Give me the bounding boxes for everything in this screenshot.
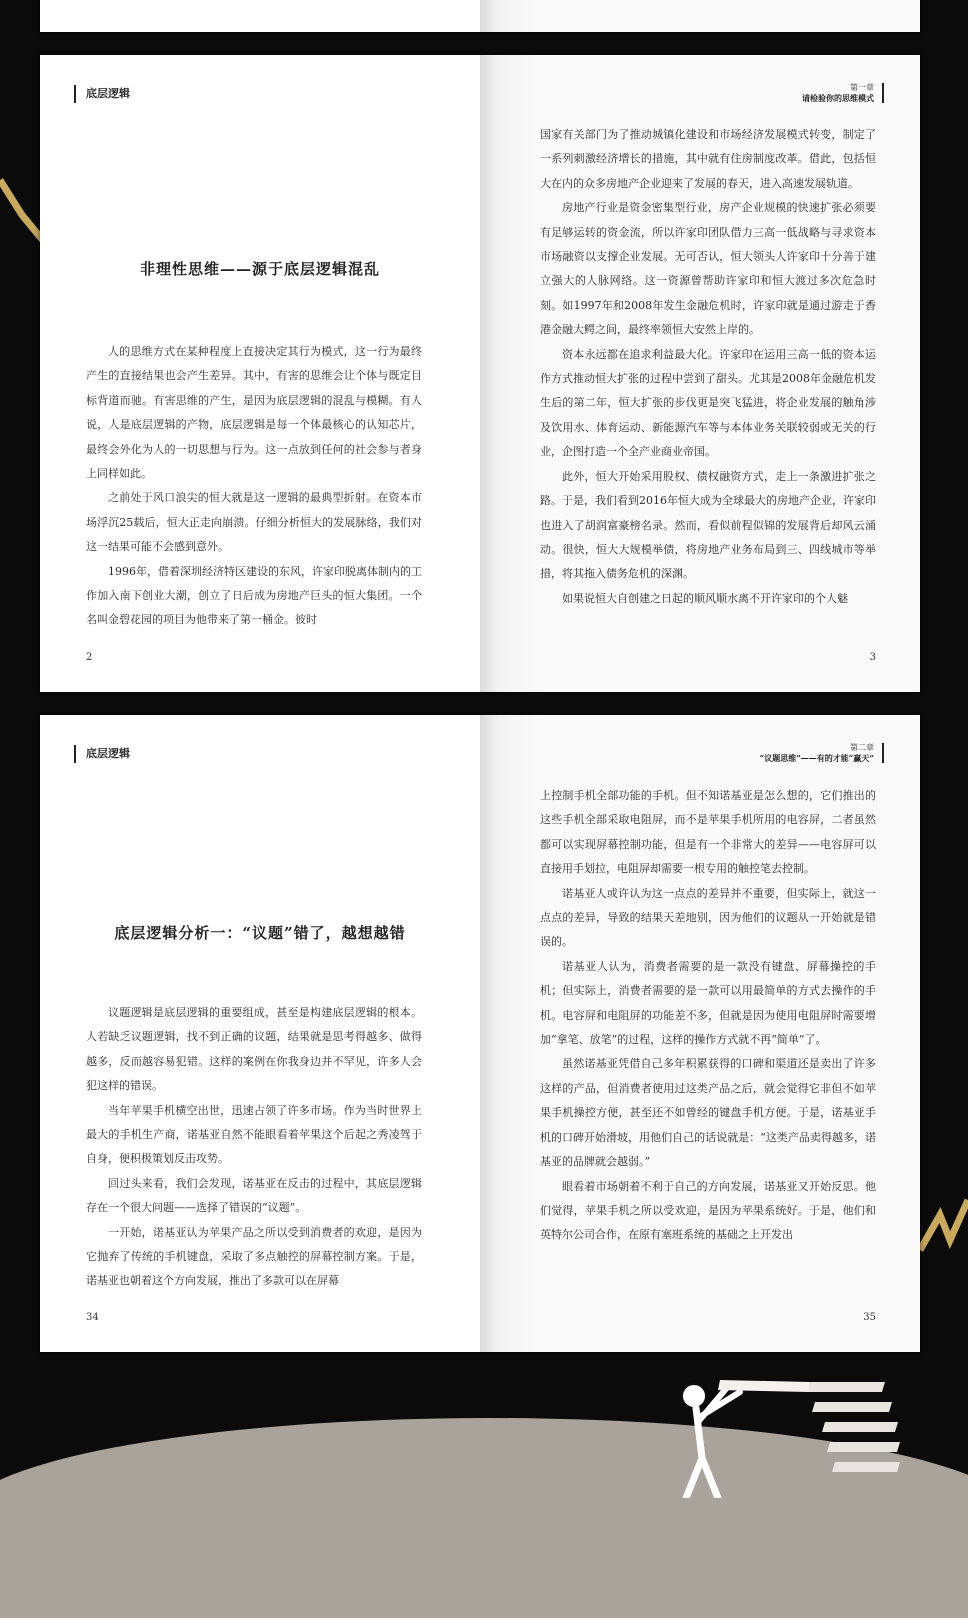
stick-figure-with-stairs-illustration [660,1362,900,1498]
chapter-label: 第二章 [850,743,874,752]
running-header [760,743,884,763]
page-number: 2 [86,652,93,663]
section-title: 非理性思维——源于底层逻辑混乱 [139,260,380,278]
section-label: 请检验你的思维模式 [802,93,874,103]
paragraph: 1996年，借着深圳经济特区建设的东风，许家印脱离体制内的工作加入南下创业大潮，创立了日后成为房地产巨头的恒大集团。一个名叫金碧花园的项目为他带来了第一桶金。彼时 [86,564,422,627]
running-title: 底层逻辑 [74,85,130,103]
page-35 [480,715,920,1352]
page-2 [40,55,480,692]
paragraph: 虽然诺基亚凭借自己多年积累获得的口碑和渠道还是卖出了许多这样的产品，但消费者使用过这类产品之后，就会觉得它非但不如苹果手机操控方便，甚至还不如曾经的键盘手机方便。于是，诺基亚手机的口碑开始滑坡，用他们自己的话说就是：“这类产品卖得越多，诺基亚的品牌就会越弱。” [540,1057,876,1169]
running-title: 底层逻辑 [74,745,130,763]
paragraph: 如果说恒大自创建之日起的顺风顺水离不开许家印的个人魅 [562,591,848,605]
page-3 [480,55,920,692]
body-text [86,340,422,633]
paragraph: 诺基亚人或许认为这一点点的差异并不重要，但实际上，就这一点点的差异，导致的结果天差地别，因为他们的议题从一开始就是错误的。 [540,886,876,949]
running-header [802,83,884,103]
paragraph: 之前处于风口浪尖的恒大就是这一逻辑的最典型折射。在资本市场浮沉25载后，恒大正走向崩溃。仔细分析恒大的发展脉络，我们对这一结果可能不会感到意外。 [86,491,422,554]
partial-right-page [480,0,920,32]
paragraph: 国家有关部门为了推动城镇化建设和市场经济发展模式转变，制定了一系列刺激经济增长的措施，其中就有住房制度改革。借此，包括恒大在内的众多房地产企业迎来了发展的春天，进入高速发展轨道。 [540,128,876,190]
paragraph: 诺基亚人认为，消费者需要的是一款没有键盘、屏幕操控的手机；但实际上，消费者需要的是一款可以用最简单的方式去操作的手机。电容屏和电阻屏的功能差不多，但就是因为使用电阻屏时需要增加“拿笔、放笔”的过程，这样的操作方式就不再“简单”了。 [540,959,876,1047]
body-text [86,1001,422,1294]
page-34 [40,715,480,1352]
paragraph: 资本永远都在追求利益最大化。许家印在运用三高一低的资本运作方式推动恒大扩张的过程中尝到了甜头。尤其是2008年金融危机发生后的第二年，恒大扩张的步伐更是突飞猛进，将企业发展的触角涉及饮用水、体育运动、新能源汽车等与本体业务关联较弱或无关的行业，企图打造一个全产业商业帝国。 [540,347,876,459]
body-text [540,784,876,1248]
paragraph: 一开始，诺基亚认为苹果产品之所以受到消费者的欢迎，是因为它抛弃了传统的手机键盘，采取了多点触控的屏幕控制方案。于是，诺基亚也朝着这个方向发展，推出了多款可以在屏幕 [86,1225,422,1288]
section-title: 底层逻辑分析一：“议题”错了，越想越错 [114,924,406,942]
page-number: 3 [869,652,876,663]
paragraph: 回过头来看，我们会发现，诺基亚在反击的过程中，其底层逻辑存在一个很大问题——选择了错误的“议题”。 [86,1176,422,1215]
page-number: 35 [863,1312,876,1323]
paragraph: 眼看着市场朝着不利于自己的方向发展，诺基亚又开始反思。他们觉得，苹果手机之所以受欢迎，是因为苹果系统好。于是，他们和英特尔公司合作，在原有塞班系统的基础之上开发出 [540,1179,876,1242]
book-spread-2 [40,715,920,1352]
page-number: 34 [86,1312,99,1323]
book-spread-1 [40,55,920,692]
paragraph: 议题逻辑是底层逻辑的重要组成，甚至是构建底层逻辑的根本。人若缺乏议题逻辑，找不到正确的议题，结果就是思考得越多、做得越多，反而越容易犯错。这样的案例在你我身边并不罕见，许多人会犯这样的错误。 [86,1006,422,1093]
paragraph: 当年苹果手机横空出世，迅速占领了许多市场。作为当时世界上最大的手机生产商，诺基亚自然不能眼看着苹果这个后起之秀凌驾于自身，便积极策划反击攻势。 [86,1103,422,1166]
partial-top-spread [40,0,920,32]
section-label: “议题思维”——有的才能“赢天” [759,753,874,763]
paragraph: 房地产行业是资金密集型行业，房产企业规模的快速扩张必须要有足够运转的资金流，所以许家印团队借力三高一低战略与寻求资本市场融资以支撑企业发展。无可否认，恒大领头人许家印十分善于建立强大的人脉网络。这一资源曾帮助许家印和恒大渡过多次危急时刻。如1997年和2008年发生金融危机时，许家印就是通过游走于香港金融大鳄之间，最终率领恒大安然上岸的。 [540,201,876,337]
partial-left-page [40,0,480,32]
paragraph: 上控制手机全部功能的手机。但不知诺基亚是怎么想的，它们推出的这些手机全部采取电阻屏，而不是苹果手机所用的电容屏，二者虽然都可以实现屏幕控制功能，但是有一个非常大的差异——电容屏可以直接用手划拉，电阻屏却需要一根专用的触控笔去控制。 [540,789,876,876]
chapter-label: 第一章 [850,83,874,92]
paragraph: 人的思维方式在某种程度上直接决定其行为模式，这一行为最终产生的直接结果也会产生差异。其中，有害的思维会让个体与既定目标背道而驰。有害思维的产生，是因为底层逻辑的混乱与模糊。有人说，人是底层逻辑的产物，底层逻辑是每一个体最核心的认知芯片，最终会外化为人的一切思想与行为。这一点放到任何的社会参与者身上同样如此。 [86,345,422,481]
body-text [540,123,876,611]
paragraph: 此外，恒大开始采用股权、债权融资方式，走上一条激进扩张之路。于是，我们看到2016年恒大成为全球最大的房地产企业，许家印也进入了胡润富豪榜名录。然而，看似前程似锦的发展背后却风云涌动。很快，恒大大规模举债，将房地产业务布局到三、四线城市等举措，将其拖入债务危机的深渊。 [540,469,876,581]
